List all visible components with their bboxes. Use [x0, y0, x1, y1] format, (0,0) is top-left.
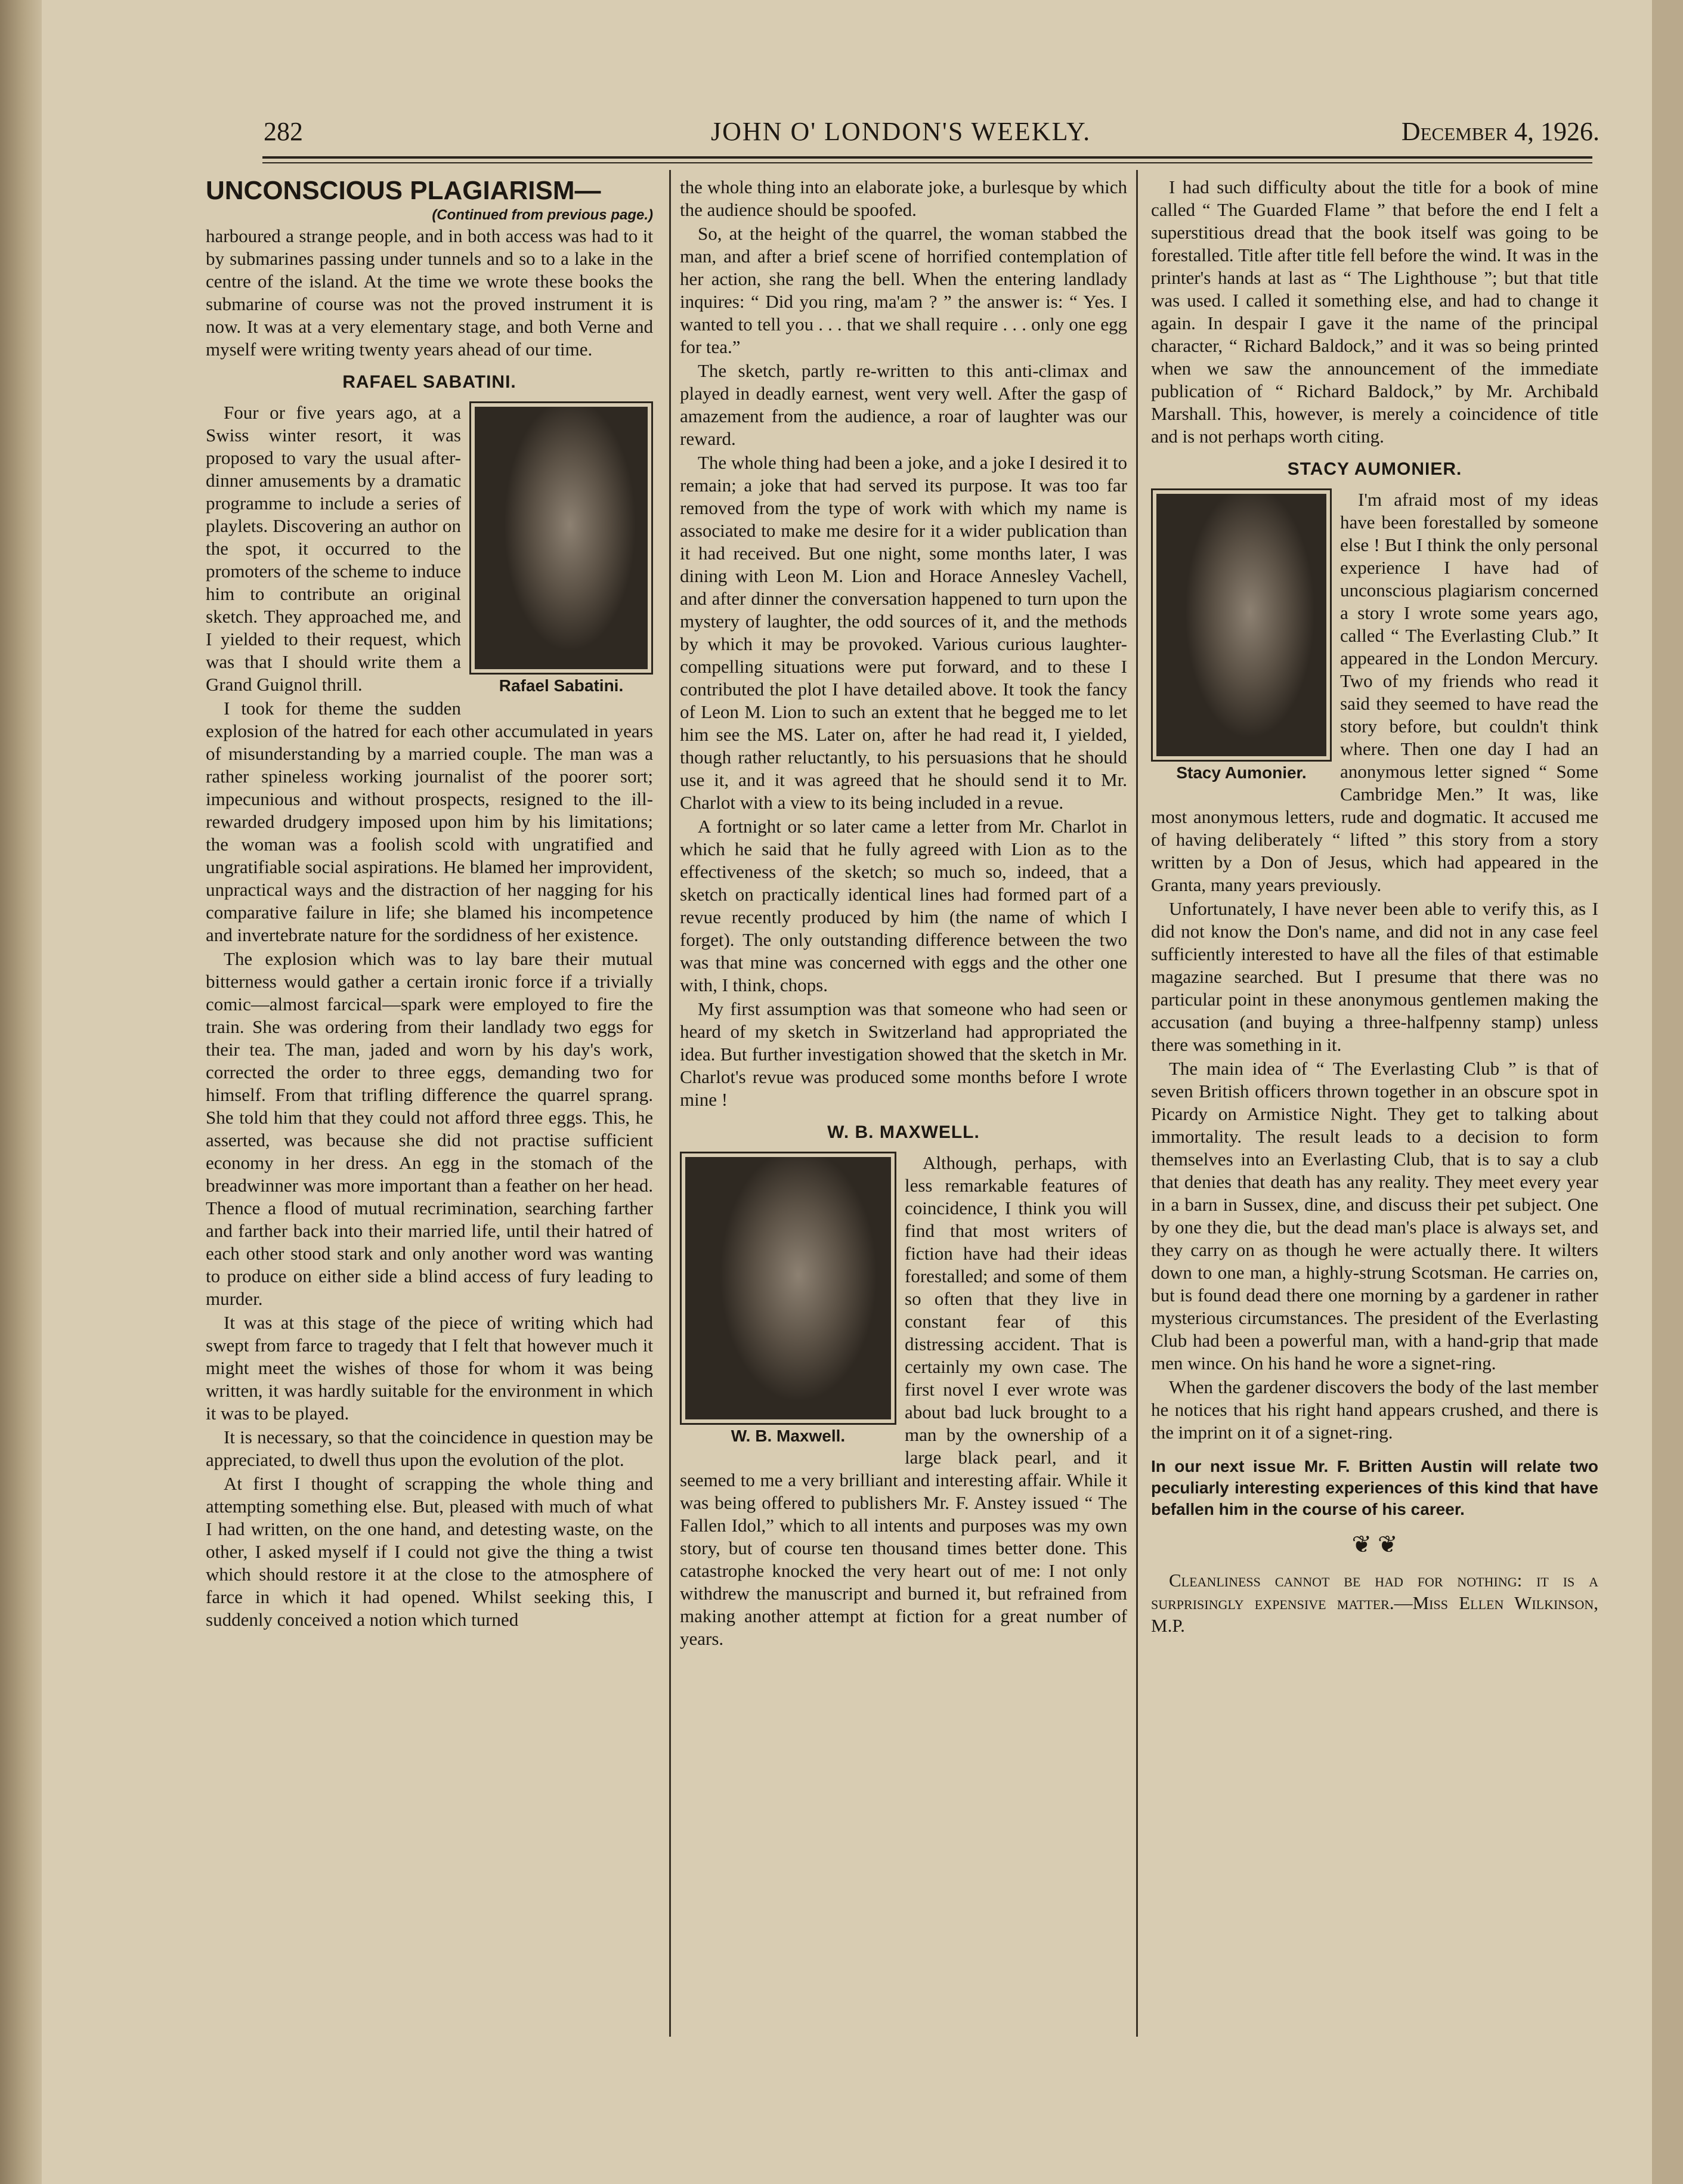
column-3	[1151, 176, 1598, 1638]
header-rule-thin	[262, 162, 1592, 163]
next-issue-note: In our next issue Mr. F. Britten Austin will relate two peculiarly interesting experiences of this kind that have befallen him in the course of his career.	[1151, 1457, 1598, 1518]
paragraph: the whole thing into an elaborate joke, a burlesque by which the audience should be spoofed.	[680, 177, 1127, 220]
photo-caption-aumonier: Stacy Aumonier.	[1176, 763, 1307, 782]
photo-figure-maxwell	[680, 1152, 896, 1447]
paragraph: So, at the height of the quarrel, the woman stabbed the man, and after a brief scene of horrified contemplation of her action, she rang the bell. When the entering landlady inquires: “ Did you ring, ma'am ? ” the answer is: “ Yes. I wanted to tell you . . . that we shall require . . . only one egg for tea.”	[680, 223, 1127, 357]
column-divider-2	[1136, 170, 1138, 2037]
section-heading-sabatini: RAFAEL SABATINI.	[342, 372, 516, 392]
page-header	[222, 116, 1623, 152]
paragraph: The main idea of “ The Everlasting Club ” is that of seven British officers thrown together in an obscure spot in Picardy on Armistice Night. They get to talking about immortality. The result leads to a decision to form themselves into an Everlasting Club, that is to say a club that denies that death has any reality. They meet every year in a barn in Sussex, dine, and discuss their pet subject. One by one they die, but the dead man's place is always set, and they carry on as though he were actually there. It wilters down to one man, a highly-strung Scotsman. He carries on, but is found dead there one morning by a gardener in rather mysterious circumstances. The president of the Everlasting Club had been a powerful man, with a hand-grip that made men wince. On his hand he wore a signet-ring.	[1151, 1058, 1598, 1373]
portrait-photo-aumonier	[1151, 488, 1332, 762]
paragraph: I'm afraid most of my ideas have been forestalled by someone else ! But I think the only personal experience I have had of unconscious plagiarism concerned a story I wrote some years ago, called “ The Everlasting Club.” It appeared in the London Mercury. Two of my friends who read it said they seemed to have read the story before, but couldn't think where. Then one day I had an anonymous letter signed “ Some Cambridge Men.” It was, like most anonymous letters, rude and dogmatic. It accused me of having deliberately “ lifted ” this story from a story written by a Don of Jesus, which had appeared in the Granta, many years previously.	[1151, 489, 1598, 895]
paragraph: When the gardener discovers the body of the last member he notices that his right hand appears crushed, and there is the imprint on it of a signet-ring.	[1151, 1376, 1598, 1443]
portrait-photo-sabatini	[469, 401, 653, 675]
ornament-leaves: ❦ ❦	[1351, 1531, 1398, 1558]
paragraph: Unfortunately, I have never been able to verify this, as I did not know the Don's name, and did not in any case feel sufficiently interested to have all the files of that estimable magazine searched. But I presume that there was no particular point in these anonymous gentlemen making the accusation (and buying a three-halfpenny stamp) unless there was something in it.	[1151, 898, 1598, 1055]
photo-figure-sabatini	[469, 401, 653, 697]
paragraph: The explosion which was to lay bare their mutual bitterness would gather a certain ironic force if a trivially comic—almost farcical—spark were employed to fire the train. She was ordering from their landlady two eggs for their tea. The man, jaded and worn by his day's work, corrected the order to three eggs, demanding two for himself. From that trifling difference the quarrel sprang. She told him that they could not afford three eggs. This, he asserted, was because she did not practise sufficient economy in her dress. An egg in the stomach of the breadwinner was more important than a feather on her head. Thence a flood of mutual recrimination, searching farther and farther back into their married life, until their hatred of each other stood stark and only another word was wanting to produce on either side a blind access of fury leading to murder.	[206, 948, 653, 1309]
issue-date: December 4, 1926.	[1401, 117, 1600, 146]
paragraph: I took for theme the sudden explosion of the hatred for each other accumulated in years of misunderstanding by a married couple. The man was a rather spineless working journalist of the poorer sort; impecunious and without prospects, resigned to the ill-rewarded drudgery imposed upon him by his limitations; the woman was a foolish scold with ungratified and ungratifiable social aspirations. He blamed her improvident, unpractical ways and the distraction of her nagging for his comparative failure in life; she blamed his incompetence and invertebrate nature for the sordidness of her existence.	[206, 698, 653, 945]
closing-quote: Cleanliness cannot be had for nothing: it is a surprisingly expensive matter.—Miss Ellen Wilkinson, M.P.	[1151, 1570, 1598, 1636]
paragraph: It was at this stage of the piece of writing which had swept from farce to tragedy that I felt that however much it might meet the wishes of those for whom it was being written, it was hardly suitable for the environment in which it was to be played.	[206, 1312, 653, 1424]
article-title: UNCONSCIOUS PLAGIARISM—	[206, 176, 601, 205]
paragraph: It is necessary, so that the coincidence in question may be appreciated, to dwell thus upon the evolution of the plot.	[206, 1427, 653, 1470]
masthead: JOHN O' LONDON'S WEEKLY.	[711, 117, 1091, 146]
photo-caption-sabatini: Rafael Sabatini.	[499, 676, 624, 695]
paragraph: Although, perhaps, with less remarkable features of coincidence, I think you will find that most writers of fiction have had their ideas forestalled; and some of them so often that they live in constant fear of this distressing accident. That is certainly my own case. The first novel I ever wrote was about bad luck brought to a man by the ownership of a large black pearl, and it seemed to me a very brilliant and interesting affair. While it was being offered to publishers Mr. F. Anstey issued “ The Fallen Idol,” which to all intents and purposes was my own story, but of course ten thousand times better done. This catastrophe knocked the very heart out of me: I not only withdrew the manuscript and burned it, but refrained from making another attempt at fiction for a great number of years.	[680, 1152, 1127, 1649]
photo-caption-maxwell: W. B. Maxwell.	[731, 1427, 846, 1445]
header-rule-thick	[262, 156, 1592, 159]
paragraph: At first I thought of scrapping the whole thing and attempting something else. But, pleased with much of what I had written, on the one hand, and detesting waste, on the other, I asked myself if I could not give the thing a twist which should restore it at the close to the atmosphere of farce in which it had opened. Whilst seeking this, I suddenly conceived a notion which turned	[206, 1473, 653, 1630]
paragraph: The whole thing had been a joke, and a joke I desired it to remain; a joke that had served its purpose. It was too far removed from the type of work with which my name is associated to make me desire for it a wider publication than it had received. But one night, some months later, I was dining with Leon M. Lion and Horace Annesley Vachell, and after dinner the conversation happened to turn upon the mystery of laughter, the odd sources of it, and the methods by which it may be provoked. Various curious laughter-compelling situations were put forward, and to these I contributed the plot I have detailed above. It took the fancy of Leon M. Lion to such an extent that he begged me to let him see the MS. Later on, after he had read it, I yielded, though rather reluctantly, to his persuasions that he should use it, and it was agreed that he should send it to Mr. Charlot with a view to its being included in a revue.	[680, 452, 1127, 813]
continued-note: (Continued from previous page.)	[432, 207, 653, 223]
paragraph: harboured a strange people, and in both access was had to it by submarines passing under tunnels and so to a lake in the centre of the island. At the time we wrote these books the submarine of course was not the proved instrument it is now. It was at a very elementary stage, and both Verne and myself were writing twenty years ahead of our time.	[206, 225, 653, 360]
paragraph: My first assumption was that someone who had seen or heard of my sketch in Switzerland had appropriated the idea. But further investigation showed that the sketch in Mr. Charlot's revue was produced some months before I wrote mine !	[680, 998, 1127, 1110]
page-binding	[0, 0, 42, 2184]
column-divider-1	[669, 170, 671, 2037]
portrait-photo-maxwell	[680, 1152, 896, 1425]
section-heading-maxwell: W. B. MAXWELL.	[827, 1122, 980, 1142]
paragraph: I had such difficulty about the title for a book of mine called “ The Guarded Flame ” that before the end I felt a superstitious dread that the book itself was going to be forestalled. Title after title fell before the wind. It was in the printer's hands at last as “ The Lighthouse ”; but that title was used. I called it something else, and had to change it again. In despair I gave it the name of the principal character, “ Richard Baldock,” and it was so being printed when we saw the announcement of the immediate publication of “ Richard Baldock,” by Mr. Archibald Marshall. This, however, is merely a coincidence of title and is not perhaps worth citing.	[1151, 177, 1598, 447]
column-1	[206, 176, 653, 1632]
paragraph: Four or five years ago, at a Swiss winter resort, it was proposed to vary the usual after-dinner amusements by a dramatic programme to include a series of playlets. Discovering an author on the spot, it occurred to the promoters of the scheme to induce him to contribute an original sketch. They approached me, and I yielded to their request, which was that I should write them a Grand Guignol thrill.	[206, 402, 461, 695]
paragraph: The sketch, partly re-written to this anti-climax and played in deadly earnest, went very well. After the gasp of amazement from the audience, a roar of laughter was our reward.	[680, 360, 1127, 449]
section-heading-aumonier: STACY AUMONIER.	[1287, 459, 1462, 479]
photo-figure-aumonier	[1151, 488, 1332, 784]
column-2	[680, 176, 1127, 1651]
paragraph: A fortnight or so later came a letter from Mr. Charlot in which he said that he fully agreed with Lion as to the effectiveness of the sketch; so much so, indeed, that a sketch on practically identical lines had formed part of a revue recently produced by him (the name of which I forget). The only outstanding difference between the two was that mine was concerned with eggs and the other one with, I think, chops.	[680, 816, 1127, 995]
page-number: 282	[264, 117, 303, 146]
